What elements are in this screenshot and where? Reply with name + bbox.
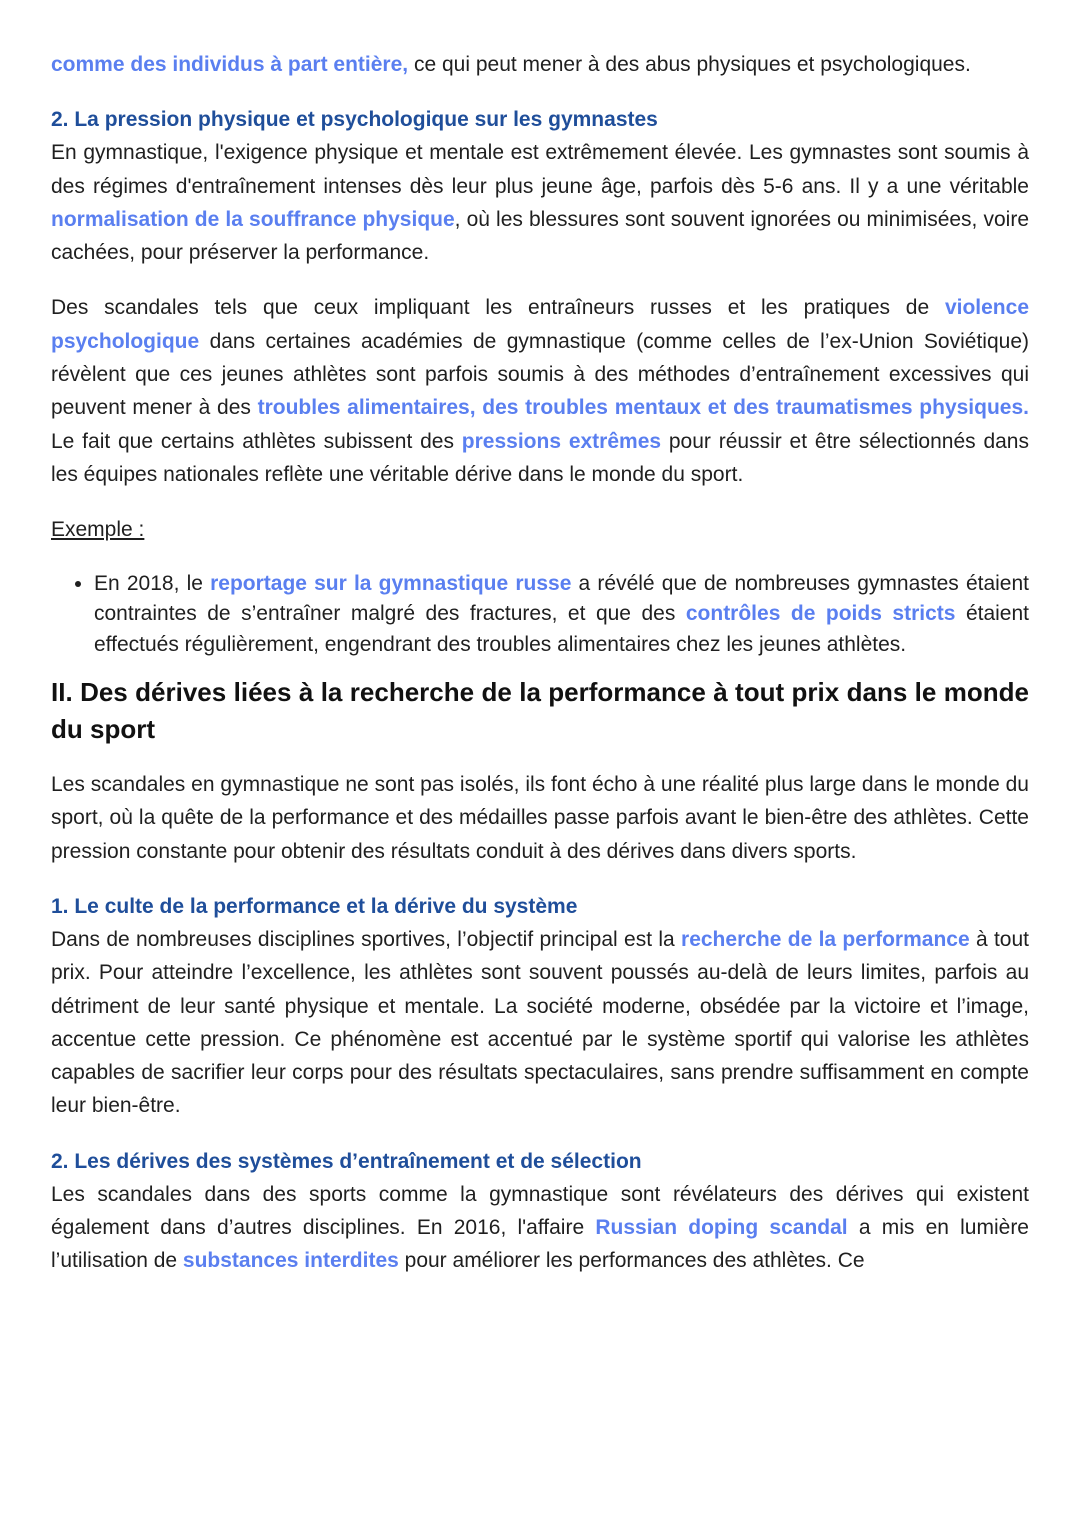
example-label: Exemple : (51, 518, 145, 542)
text-run: En gymnastique, l'exigence physique et mentale est extrêmement élevée. Les gymnastes sont soumis à des régimes d'entraînement intenses dès leur plus jeune âge, parfois dès 5-6 ans. Il y a une véritable (51, 141, 1029, 198)
text-run: Dans de nombreuses disciplines sportives, l’objectif principal est la (51, 927, 682, 951)
text-run: à tout prix. Pour atteindre l’excellence, les athlètes sont souvent poussés au-delà de leurs limites, parfois au détriment de leur santé physique et mentale. La société moderne, obsédée par la victoire et l’image, accentue cette pression. Ce phénomène est accentué par le système sportif qui valorise les athlètes capables de sacrifier leur corps pour des résultats spectaculaires, sans prendre suffisamment en compte leur bien-être. (51, 927, 1029, 1118)
paragraph (51, 48, 1029, 81)
highlighted-text: reportage sur la gymnastique russe (210, 571, 572, 595)
subheading: 1. Le culte de la performance et la dérive du système (51, 894, 578, 918)
text-run: Les scandales en gymnastique ne sont pas isolés, ils font écho à une réalité plus large dans le monde du sport, où la quête de la performance et des médailles passe parfois avant le bien-être des athlètes. Cette pression constante pour obtenir des résultats conduit à des dérives dans divers sports. (51, 773, 1029, 863)
text-run: En 2018, le (94, 571, 211, 595)
highlighted-text: normalisation de la souffrance physique (51, 207, 455, 231)
highlighted-text: comme des individus à part entière, (51, 53, 409, 76)
paragraph (51, 291, 1029, 491)
bullet-list (51, 569, 1029, 661)
highlighted-text: Russian doping scandal (595, 1216, 848, 1240)
paragraph (51, 136, 1029, 269)
list-item (94, 569, 1029, 661)
text-run: a révélé que de nombreuses gymnastes étaient contraintes de s’entraîner malgré des fractures, et que des (94, 571, 1029, 626)
highlighted-text: pressions extrêmes (461, 429, 662, 453)
text-run: a mis en lumière l’utilisation de (51, 1216, 1029, 1273)
text-run: Des scandales tels que ceux impliquant les entraîneurs russes et les pratiques de (51, 296, 945, 320)
highlighted-text: troubles alimentaires, des troubles mentaux et des traumatismes physiques. (257, 396, 1029, 420)
highlighted-text: contrôles de poids stricts (685, 602, 956, 626)
document-body (51, 48, 1029, 1278)
highlighted-text: recherche de la performance (681, 927, 970, 951)
subheading: 2. La pression physique et psychologique sur les gymnastes (51, 108, 658, 132)
text-run: Les scandales dans des sports comme la gymnastique sont révélateurs des dérives qui existent également dans d’autres disciplines. En 2016, l'affaire (51, 1182, 1029, 1240)
highlighted-text: violence psychologique (51, 296, 1029, 353)
subheading: 2. Les dérives des systèmes d’entraînement et de sélection (51, 1149, 642, 1173)
text-run: , où les blessures sont souvent ignorées ou minimisées, voire cachées, pour préserver la performance. (51, 207, 1029, 265)
text-run: Le fait que certains athlètes subissent des (51, 429, 462, 453)
text-run: pour améliorer les performances des athlètes. Ce (398, 1249, 865, 1273)
highlighted-text: substances interdites (182, 1249, 399, 1273)
text-run: dans certaines académies de gymnastique (comme celles de l’ex-Union Soviétique) révèlent que ces jeunes athlètes sont parfois soumis à des méthodes d’entraînement excessives qui peuvent mener à des (51, 329, 1029, 420)
paragraph (51, 923, 1029, 1123)
paragraph (51, 1178, 1029, 1278)
paragraph (51, 768, 1029, 868)
text-run: ce qui peut mener à des abus physiques et psychologiques. (408, 53, 971, 76)
section-heading: II. Des dérives liées à la recherche de la performance à tout prix dans le monde du sport (51, 677, 1029, 745)
text-run: étaient effectués régulièrement, engendrant des troubles alimentaires chez les jeunes athlètes. (94, 602, 1029, 656)
text-run: pour réussir et être sélectionnés dans les équipes nationales reflète une véritable dérive dans le monde du sport. (51, 429, 1029, 486)
